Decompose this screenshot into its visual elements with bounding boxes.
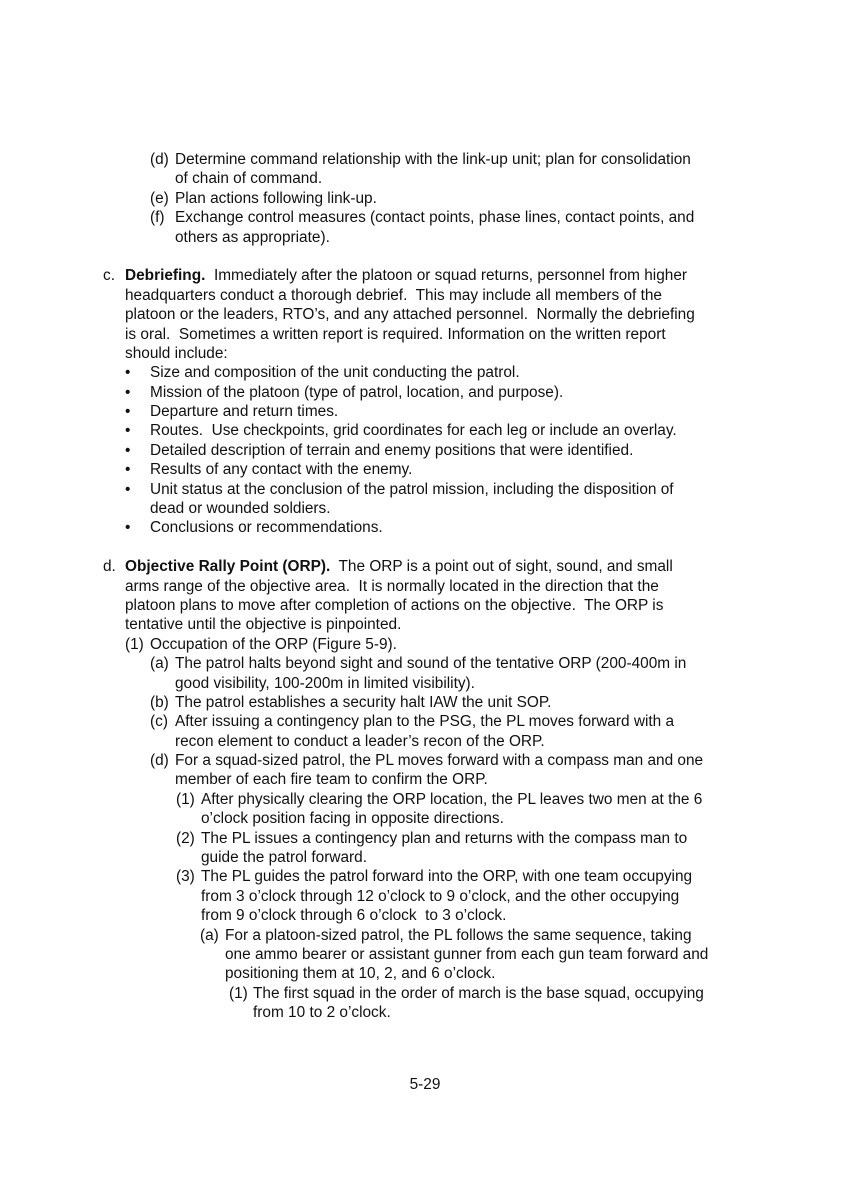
- item-label: (e): [150, 189, 169, 207]
- bullet-icon: •: [125, 480, 131, 498]
- item-label: d.: [103, 558, 116, 576]
- section-heading: Objective Rally Point (ORP).: [125, 558, 331, 576]
- bullet-icon: •: [125, 519, 131, 537]
- text-line: positioning them at 10, 2, and 6 o’clock.: [225, 965, 496, 983]
- text-line: others as appropriate).: [175, 228, 330, 246]
- text-line: should include:: [125, 344, 228, 362]
- item-label: (d): [150, 151, 169, 168]
- text-line: After issuing a contingency plan to the PSG, the PL moves forward with a: [175, 713, 675, 731]
- text-line: [125, 267, 687, 285]
- text-line: Occupation of the ORP (Figure 5-9).: [150, 635, 397, 653]
- item-label: (a): [150, 655, 169, 673]
- text-line: The PL guides the patrol forward into the ORP, with one team occupying: [201, 868, 693, 886]
- text-span: The ORP is a point out of sight, sound, and small: [330, 558, 673, 576]
- text-line: After physically clearing the ORP location, the PL leaves two men at the 6: [201, 790, 703, 808]
- item-label: (c): [150, 713, 168, 731]
- bullet-icon: •: [125, 422, 131, 440]
- item-label: (a): [200, 926, 219, 944]
- text-line: Plan actions following link-up.: [175, 189, 377, 207]
- text-line: arms range of the objective area. It is normally located in the direction that the: [125, 577, 659, 595]
- text-line: platoon or the leaders, RTO’s, and any attached personnel. Normally the debriefing: [125, 306, 695, 324]
- text-line: Conclusions or recommendations.: [150, 519, 383, 537]
- text-line: is oral. Sometimes a written report is required. Information on the written report: [125, 325, 666, 343]
- text-line: of chain of command.: [175, 170, 323, 188]
- text-line: Results of any contact with the enemy.: [150, 461, 413, 479]
- text-line: from 9 o’clock through 6 o’clock to 3 o’clock.: [201, 907, 507, 925]
- text-line: Routes. Use checkpoints, grid coordinates for each leg or include an overlay.: [150, 422, 677, 440]
- page-number: 5-29: [409, 1076, 441, 1093]
- text-line: The PL issues a contingency plan and returns with the compass man to: [201, 829, 688, 847]
- text-line: Determine command relationship with the link-up unit; plan for consolidation: [175, 151, 691, 168]
- section-heading: Debriefing.: [125, 267, 206, 285]
- text-span: Immediately after the platoon or squad returns, personnel from higher: [205, 267, 688, 285]
- text-line: headquarters conduct a thorough debrief. This may include all members of the: [125, 286, 662, 304]
- item-label: (b): [150, 693, 169, 711]
- text-line: one ammo bearer or assistant gunner from each gun team forward and: [225, 945, 709, 963]
- text-line: member of each fire team to confirm the ORP.: [175, 771, 488, 789]
- text-line: Size and composition of the unit conducting the patrol.: [150, 364, 520, 382]
- text-line: The patrol establishes a security halt IAW the unit SOP.: [175, 693, 552, 711]
- bullet-icon: •: [125, 441, 131, 459]
- item-label: (d): [150, 752, 169, 770]
- text-line: Mission of the platoon (type of patrol, location, and purpose).: [150, 383, 564, 401]
- text-line: guide the patrol forward.: [201, 849, 367, 867]
- text-line: Departure and return times.: [150, 403, 339, 421]
- text-line: dead or wounded soldiers.: [150, 500, 331, 518]
- item-label: (2): [176, 829, 195, 847]
- bullet-icon: •: [125, 403, 131, 421]
- item-label: (1): [176, 790, 195, 808]
- bullet-icon: •: [125, 461, 131, 479]
- text-line: tentative until the objective is pinpointed.: [125, 616, 402, 634]
- item-label: (1): [229, 984, 248, 1002]
- text-line: recon element to conduct a leader’s recon of the ORP.: [175, 732, 545, 750]
- item-label: (1): [125, 635, 144, 653]
- text-line: Exchange control measures (contact points, phase lines, contact points, and: [175, 209, 695, 227]
- item-label: (3): [176, 868, 195, 886]
- text-line: Unit status at the conclusion of the patrol mission, including the disposition of: [150, 480, 674, 498]
- bullet-icon: •: [125, 383, 131, 401]
- text-line: For a squad-sized patrol, the PL moves forward with a compass man and one: [175, 752, 704, 770]
- text-line: from 3 o’clock through 12 o’clock to 9 o’clock, and the other occupying: [201, 887, 680, 905]
- text-line: For a platoon-sized patrol, the PL follows the same sequence, taking: [225, 926, 692, 944]
- bullet-icon: •: [125, 364, 131, 382]
- text-line: platoon plans to move after completion of actions on the objective. The ORP is: [125, 596, 664, 614]
- item-label: c.: [103, 267, 115, 285]
- text-line: [125, 558, 673, 576]
- item-label: (f): [150, 209, 165, 227]
- text-line: good visibility, 100-200m in limited visibility).: [175, 674, 475, 692]
- text-line: from 10 to 2 o’clock.: [253, 1004, 391, 1022]
- text-line: Detailed description of terrain and enemy positions that were identified.: [150, 441, 634, 459]
- text-line: The patrol halts beyond sight and sound of the tentative ORP (200-400m in: [175, 655, 687, 673]
- text-line: The first squad in the order of march is the base squad, occupying: [253, 984, 704, 1002]
- text-line: o’clock position facing in opposite directions.: [201, 810, 504, 828]
